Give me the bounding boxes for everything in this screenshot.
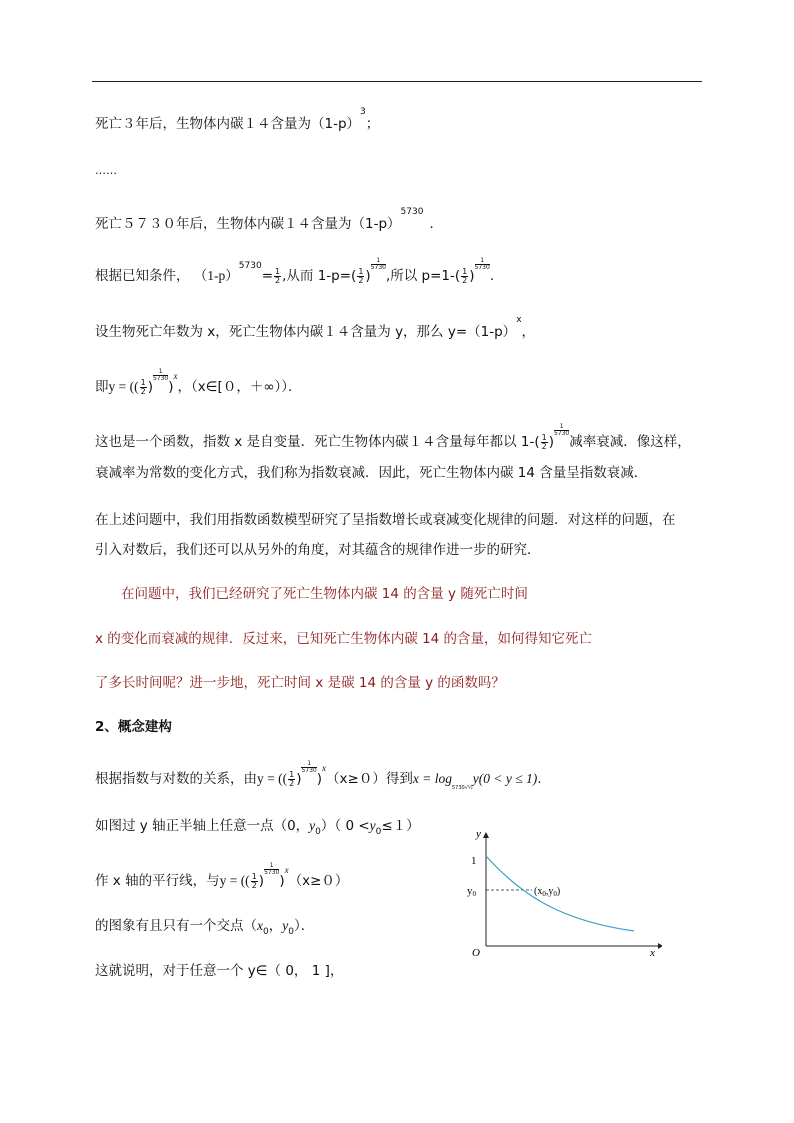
- line-introduce-log: 引入对数后，我们还可以从另外的角度，对其蕴含的规律作进一步的研究．: [95, 542, 541, 558]
- header-rule: [92, 81, 702, 82]
- line-let-death-years: 设生物死亡年数为 x，死亡生物体内碳１４含量为 y，那么 $y=(1-p)^x$，: [95, 315, 536, 340]
- line-intersection: 的图象有且只有一个交点（$x_0$，$y_0$）．: [95, 918, 315, 937]
- line-figure-point: 如图过 y 轴正半轴上任意一点（0，$y_0$）（ $0 <y_0\le 1$）: [95, 818, 420, 837]
- fraction-half: $\frac{1}{2}$: [275, 266, 281, 285]
- line-exponential-decay: 这也是一个函数，指数 x 是自变量．死亡生物体内碳１４含量每年都以 1-( $\frac{1}{2}$ ) $\frac{1}{5730}$减率衰减．像这样，: [95, 423, 691, 451]
- y-one-label: 1: [471, 855, 477, 867]
- x-axis-label: x: [650, 947, 655, 959]
- decay-graph: [462, 826, 662, 961]
- question-line-3: 了多长时间呢？进一步地，死亡时间 x 是碳 14 的含量 y 的函数吗？: [95, 675, 505, 691]
- line-exp-log-relation: 根据指数与对数的关系，由y = (( $\frac{1}{2}$ ) $\frac{1}{5730})^x(x\ge 0)$得到$x = \log_{5730√\frac{1}{2}}y(0 < y \le 1)$.: [95, 760, 542, 791]
- line-decay-rate: 衰减率为常数的变化方式，我们称为指数衰减．因此，死亡生物体内碳 14 含量呈指数衰减．: [95, 465, 648, 481]
- line-above-problem: 在上述问题中，我们用指数函数模型研究了呈指数增长或衰减变化规律的问题．对这样的问题，在: [95, 512, 676, 528]
- line-known-condition: 根据已知条件， $(1-p)^{5730}=$ $\frac{1}{2}$ ,从而 1-p=( $\frac{1}{2}$ ) $\frac{1}{5730}$,所以 p=1-( $\frac{1}{2}$ ) $\frac{1}{5730}$.: [95, 257, 495, 285]
- y0-label: y0: [467, 885, 476, 898]
- section-heading: 2、概念建构: [95, 719, 172, 735]
- question-line-1: 在问题中，我们已经研究了死亡生物体内碳 14 的含量 y 随死亡时间: [121, 586, 528, 602]
- origin-label: O: [472, 947, 480, 959]
- y-axis-label: y: [476, 828, 481, 840]
- ellipsis: ……: [95, 164, 117, 177]
- question-line-2: x 的变化而衰减的规律．反过来，已知死亡生物体内碳 14 的含量，如何得知它死亡: [95, 631, 593, 647]
- line-parallel: 作 x 轴的平行线，与y = (( $\frac{1}{2}$ ) $\frac{1}{5730})^x(x\ge 0)$: [95, 862, 349, 890]
- point-label: $(x_0,y_0)$: [534, 886, 561, 898]
- line-3-years: 死亡３年后，生物体内碳１４含量为$(1-p)^3$；: [95, 107, 380, 132]
- x-axis-arrow: [658, 943, 662, 949]
- line-function-def: 即y = (( $\frac{1}{2}$ ) $\frac{1}{5730})^x$，（x∈[０，＋∞））．: [95, 368, 302, 396]
- line-conclusion: 这就说明，对于任意一个 y∈（ 0， 1 ]，: [95, 963, 344, 979]
- exponent-fraction: $\frac{1}{5730}$: [370, 257, 386, 271]
- line-5730-years: 死亡５７３０年后，生物体内碳１４含量为$(1-p)^{5730}$．: [95, 207, 443, 232]
- y-axis-arrow: [483, 832, 489, 838]
